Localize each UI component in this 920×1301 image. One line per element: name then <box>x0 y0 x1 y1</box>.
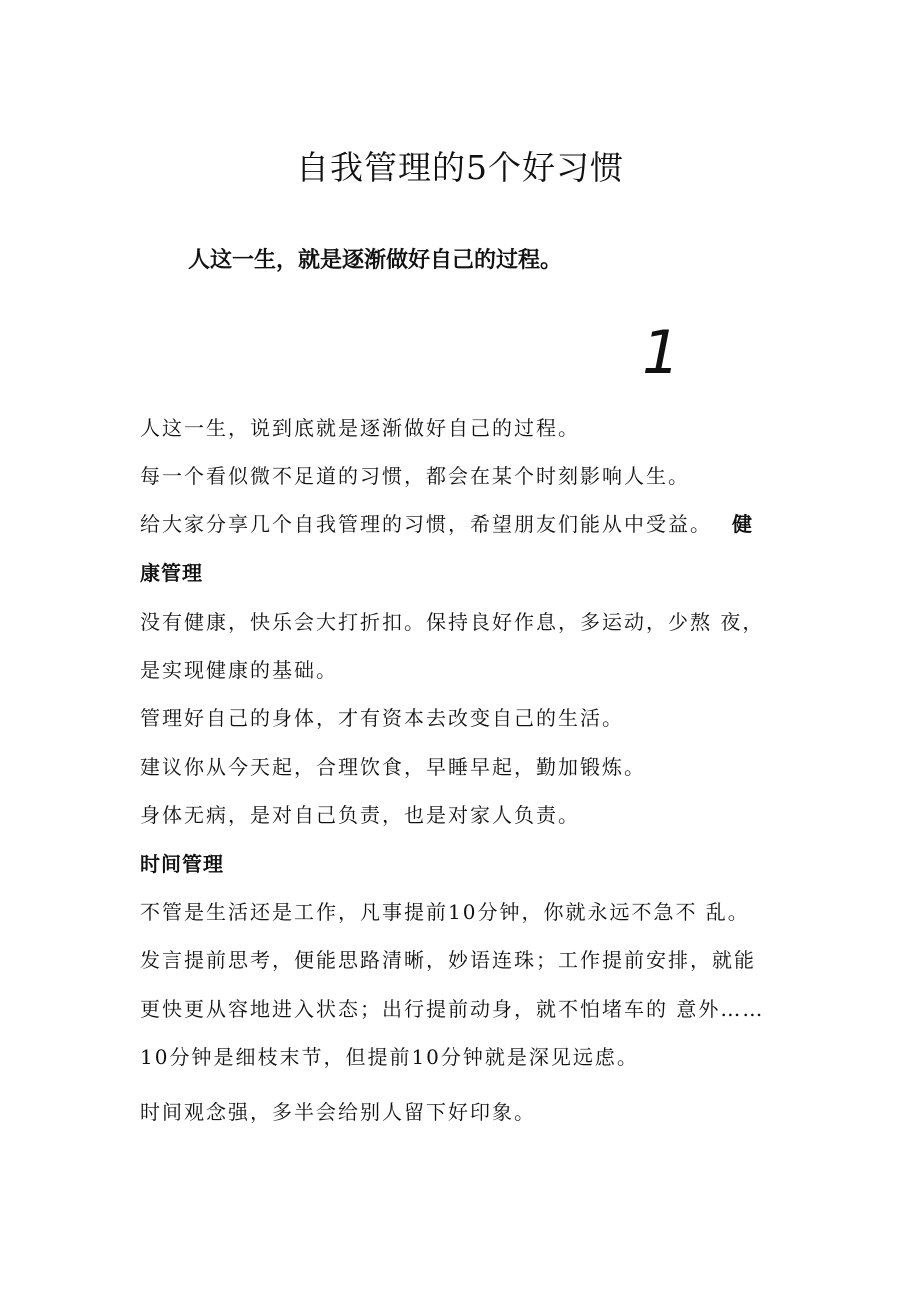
body-line: 时间观念强，多半会给别人留下好印象。 <box>140 1100 536 1124</box>
body-line: 不管是生活还是工作，凡事提前10分钟，你就永远不急不 乱。 <box>140 900 750 924</box>
body-line: 没有健康，快乐会大打折扣。保持良好作息，多运动，少熬 夜， <box>140 610 765 634</box>
document-title: 自我管理的5个好习惯 <box>296 148 624 187</box>
body-line-text: 给大家分享几个自我管理的习惯，希望朋友们能从中受益。 <box>140 512 712 536</box>
section-heading-health-start: 健 <box>732 512 754 536</box>
section-heading-health: 康管理 <box>140 561 203 585</box>
section-heading-time: 时间管理 <box>140 852 224 876</box>
body-line: 建议你从今天起，合理饮食，早睡早起，勤加锻炼。 <box>140 755 646 779</box>
body-line: 管理好自己的身体，才有资本去改变自己的生活。 <box>140 706 624 730</box>
body-line: 10分钟是细枝末节，但提前10分钟就是深见远虑。 <box>140 1045 639 1069</box>
section-number: 1 <box>642 318 681 388</box>
document-subtitle: 人这一生，就是逐渐做好自己的过程。 <box>188 248 563 273</box>
body-line <box>140 510 754 538</box>
body-line: 每一个看似微不足道的习惯，都会在某个时刻影响人生。 <box>140 464 690 488</box>
body-line: 更快更从容地进入状态；出行提前动身，就不怕堵车的 意外…… <box>140 997 765 1021</box>
body-line: 身体无病，是对自己负责，也是对家人负责。 <box>140 803 580 827</box>
body-line: 是实现健康的基础。 <box>140 658 338 682</box>
body-line: 发言提前思考，便能思路清晰，妙语连珠；工作提前安排，就能 <box>140 948 756 972</box>
body-line: 人这一生，说到底就是逐渐做好自己的过程。 <box>140 416 580 440</box>
